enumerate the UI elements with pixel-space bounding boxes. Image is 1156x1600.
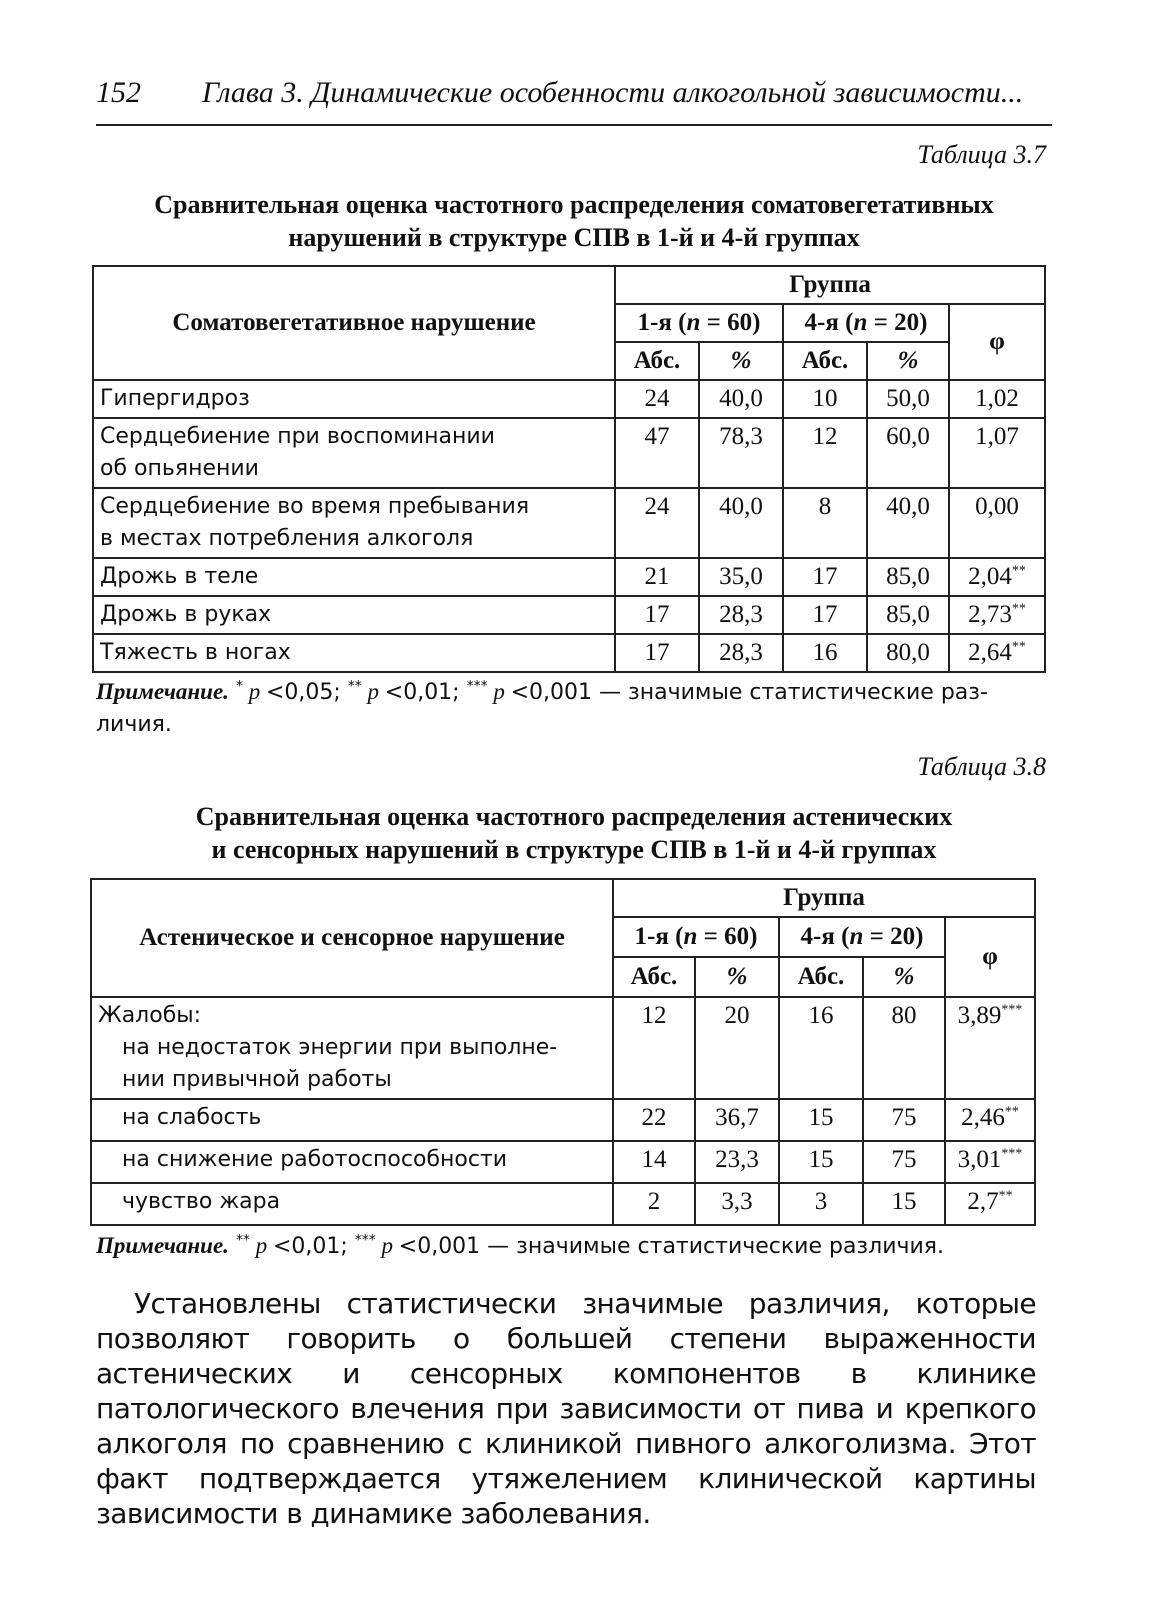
table-row — [91, 1099, 1035, 1141]
row-name: Жалобы: на недостаток энергии при выполне- нии привычной работы — [91, 997, 613, 1099]
pct4: 75 — [863, 1099, 945, 1141]
table2-label: Таблица 3.8 — [917, 752, 1046, 781]
abs1: 24 — [615, 380, 699, 418]
row-name: Сердцебиение при воспоминании об опьянении — [93, 418, 615, 488]
table2-caption-line1: Сравнительная оценка частотного распределения астенических — [195, 802, 953, 831]
table-row — [93, 380, 1045, 418]
table1-header-group: Группа — [615, 266, 1045, 304]
row-name: Дрожь в руках — [93, 596, 615, 634]
phi: 0,00 — [949, 488, 1045, 558]
row-name: на слабость — [91, 1099, 613, 1141]
table-row — [93, 418, 1045, 488]
table1-header-phi: φ — [949, 304, 1045, 380]
phi: 2,7** — [945, 1183, 1035, 1225]
table2-header-group: Группа — [613, 879, 1035, 917]
pct1: 40,0 — [699, 380, 783, 418]
chapter-title: Глава 3. Динамические особенности алкогольной зависимости... — [202, 76, 1024, 109]
abs4: 10 — [783, 380, 867, 418]
abs4: 17 — [783, 596, 867, 634]
row-name: Дрожь в теле — [93, 558, 615, 596]
phi: 2,64** — [949, 634, 1045, 672]
abs4: 8 — [783, 488, 867, 558]
pct1: 40,0 — [699, 488, 783, 558]
table2 — [90, 878, 1036, 1226]
abs1: 21 — [615, 558, 699, 596]
table-row — [91, 1183, 1035, 1225]
table-row — [91, 1141, 1035, 1183]
table-row — [91, 997, 1035, 1099]
table-row — [93, 558, 1045, 596]
pct4: 85,0 — [867, 596, 949, 634]
phi: 2,46** — [945, 1099, 1035, 1141]
table1-header-pct1: % — [699, 342, 783, 380]
abs1: 2 — [613, 1183, 695, 1225]
abs1: 14 — [613, 1141, 695, 1183]
significance-mark: ** — [1011, 639, 1026, 655]
table1-caption-line2: нарушений в структуре СПВ в 1-й и 4-й группах — [288, 223, 860, 252]
phi: 3,01*** — [945, 1141, 1035, 1183]
table1-note: Примечание. * p <0,05; ** p <0,01; *** p <0,001 — значимые статистические раз- личия. — [96, 678, 988, 737]
abs1: 17 — [615, 596, 699, 634]
pct4: 60,0 — [867, 418, 949, 488]
table1-caption — [96, 188, 1052, 254]
table2-caption — [96, 800, 1052, 866]
abs4: 16 — [783, 634, 867, 672]
table-row — [93, 634, 1045, 672]
table2-header-abs4: Абс. — [779, 957, 863, 997]
table1-header-name: Соматовегетативное нарушение — [93, 266, 615, 380]
table2-header-group4: 4-я (n = 20) — [779, 917, 945, 957]
table-row — [93, 596, 1045, 634]
table2-note: Примечание. ** p <0,01; *** p <0,001 — значимые статистические различия. — [96, 1232, 945, 1259]
pct1: 20 — [695, 997, 779, 1099]
table1-header-abs4: Абс. — [783, 342, 867, 380]
row-name: Гипергидроз — [93, 380, 615, 418]
row-name: на снижение работоспособности — [91, 1141, 613, 1183]
abs4: 12 — [783, 418, 867, 488]
phi: 3,89*** — [945, 997, 1035, 1099]
body-paragraph: Установлены статистически значимые различия, которые позволяют говорить о большей степени выраженности астенических и сенсорных компонентов в клинике патологического влечения при зависимости от пива и крепкого алкоголя по сравнению с клиникой пивного алкоголизма. Этот факт подтверждается утяжелением клинической картины зависимости в динамике заболевания. — [96, 1287, 1036, 1530]
abs1: 17 — [615, 634, 699, 672]
pct4: 40,0 — [867, 488, 949, 558]
pct1: 78,3 — [699, 418, 783, 488]
pct1: 36,7 — [695, 1099, 779, 1141]
phi: 2,04** — [949, 558, 1045, 596]
pct4: 75 — [863, 1141, 945, 1183]
table-row — [93, 488, 1045, 558]
abs1: 12 — [613, 997, 695, 1099]
table1 — [92, 265, 1046, 673]
table1-header-group4: 4-я (n = 20) — [783, 304, 949, 342]
abs4: 3 — [779, 1183, 863, 1225]
significance-mark: ** — [998, 1188, 1013, 1204]
abs4: 15 — [779, 1141, 863, 1183]
significance-mark: ** — [1004, 1104, 1019, 1120]
phi: 1,07 — [949, 418, 1045, 488]
pct4: 15 — [863, 1183, 945, 1225]
row-name: чувство жара — [91, 1183, 613, 1225]
pct4: 80 — [863, 997, 945, 1099]
table2-header-phi: φ — [945, 917, 1035, 997]
significance-mark: ** — [1011, 563, 1026, 579]
phi: 1,02 — [949, 380, 1045, 418]
abs4: 16 — [779, 997, 863, 1099]
table2-caption-line2: и сенсорных нарушений в структуре СПВ в 1-й и 4-й группах — [211, 835, 937, 864]
significance-mark: *** — [1001, 1002, 1023, 1018]
table2-header-pct1: % — [695, 957, 779, 997]
significance-mark: *** — [1001, 1146, 1023, 1162]
pct4: 80,0 — [867, 634, 949, 672]
table1-header-pct4: % — [867, 342, 949, 380]
row-name: Тяжесть в ногах — [93, 634, 615, 672]
table2-header-pct4: % — [863, 957, 945, 997]
table2-header-group1: 1-я (n = 60) — [613, 917, 779, 957]
table2-header-name: Астеническое и сенсорное нарушение — [91, 879, 613, 997]
pct1: 23,3 — [695, 1141, 779, 1183]
table1-caption-line1: Сравнительная оценка частотного распределения соматовегетативных — [154, 190, 994, 219]
abs4: 17 — [783, 558, 867, 596]
abs4: 15 — [779, 1099, 863, 1141]
table1-header-group1: 1-я (n = 60) — [615, 304, 783, 342]
abs1: 22 — [613, 1099, 695, 1141]
pct1: 3,3 — [695, 1183, 779, 1225]
header-rule — [96, 124, 1052, 126]
running-head — [96, 76, 1052, 110]
table2-header-abs1: Абс. — [613, 957, 695, 997]
phi: 2,73** — [949, 596, 1045, 634]
table1-header-abs1: Абс. — [615, 342, 699, 380]
table1-label: Таблица 3.7 — [917, 140, 1046, 169]
page-number: 152 — [96, 76, 141, 109]
pct1: 28,3 — [699, 634, 783, 672]
significance-mark: ** — [1011, 601, 1026, 617]
pct1: 35,0 — [699, 558, 783, 596]
pct1: 28,3 — [699, 596, 783, 634]
abs1: 24 — [615, 488, 699, 558]
pct4: 50,0 — [867, 380, 949, 418]
abs1: 47 — [615, 418, 699, 488]
pct4: 85,0 — [867, 558, 949, 596]
row-name: Сердцебиение во время пребывания в местах потребления алкоголя — [93, 488, 615, 558]
